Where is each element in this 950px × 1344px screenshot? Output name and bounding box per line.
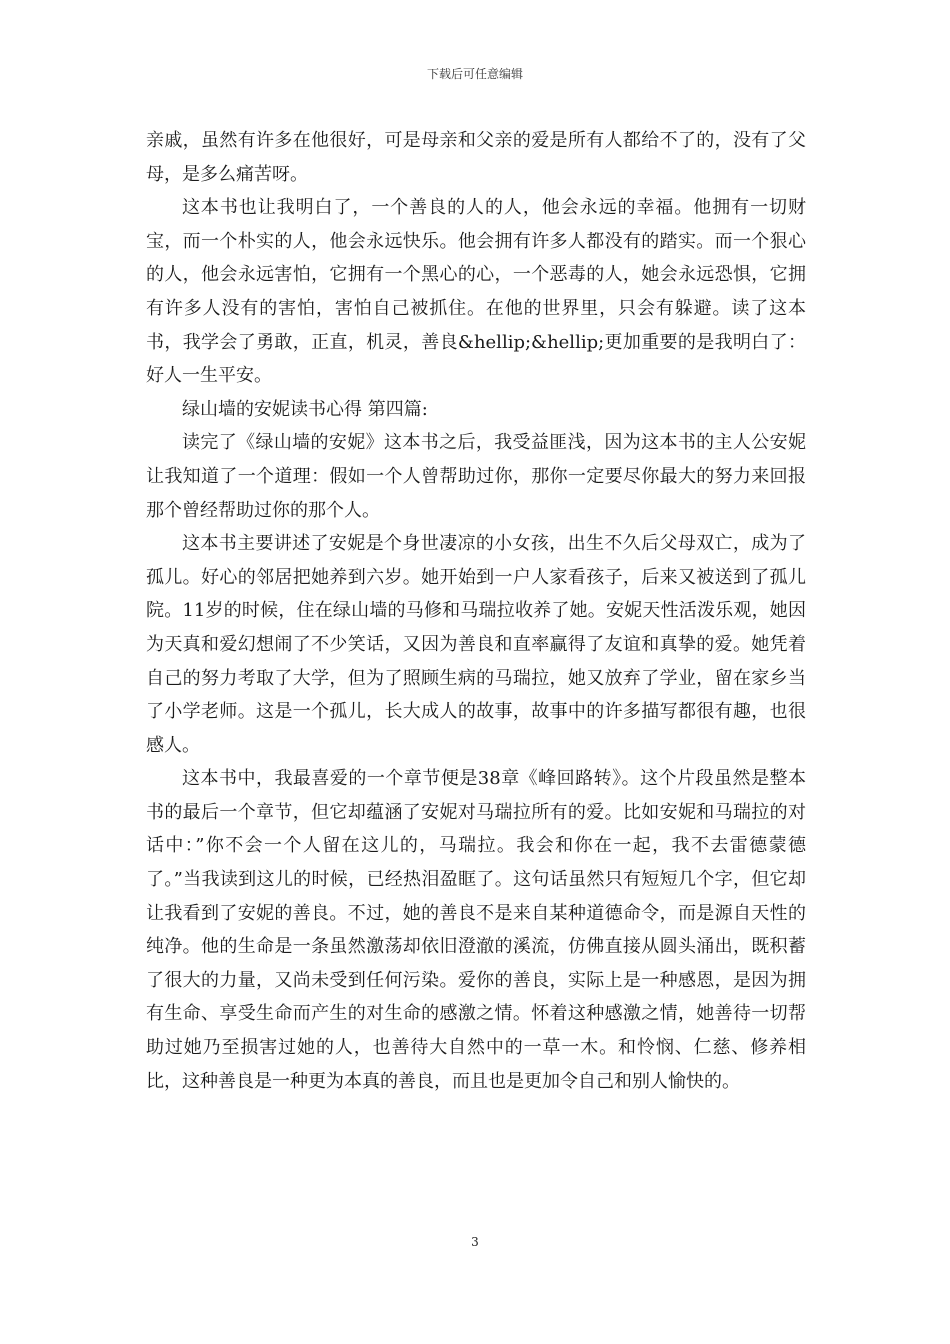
paragraph: 这本书中，我最喜爱的一个章节便是38章《峰回路转》。这个片段虽然是整本书的最后一个章节，但它却蕴涵了安妮对马瑞拉所有的爱。比如安妮和马瑞拉的对话中：”你不会一个人留在这儿的，马瑞拉。我会和你在一起，我不去雷德蒙德了。”当我读到这儿的时候，已经热泪盈眶了。这句话虽然只有短短几个字，但它却让我看到了安妮的善良。不过，她的善良不是来自某种道德命令，而是源自天性的纯净。他的生命是一条虽然激荡却依旧澄澈的溪流，仿佛直接从圆头涌出，既积蓄了很大的力量，又尚未受到任何污染。爱你的善良，实际上是一种感恩，是因为拥有生命、享受生命而产生的对生命的感激之情。怀着这种感激之情，她善待一切帮助过她乃至损害过她的人，也善待大自然中的一草一木。和怜悯、仁慈、修养相比，这种善良是一种更为本真的善良，而且也是更加令自己和别人愉快的。 bbox=[146, 768, 806, 1092]
section-heading: 绿山墙的安妮读书心得 第四篇: bbox=[182, 398, 428, 420]
paragraph-continuation: 亲戚，虽然有许多在他很好，可是母亲和父亲的爱是所有人都给不了的，没有了父母，是多么痛苦呀。 bbox=[146, 130, 806, 185]
paragraph: 这本书也让我明白了，一个善良的人的人，他会永远的幸福。他拥有一切财宝，而一个朴实的人，他会永远快乐。他会拥有许多人都没有的踏实。而一个狠心的人，他会永远害怕，它拥有一个黑心的心，一个恶毒的人，她会永远恐惧，它拥有许多人没有的害怕，害怕自己被抓住。在他的世界里，只会有躲避。读了这本书，我学会了勇敢，正直，机灵，善良&hellip;&hellip;更加重要的是我明白了：好人一生平安。 bbox=[146, 197, 806, 387]
page-number: 3 bbox=[471, 1235, 479, 1249]
paragraph: 这本书主要讲述了安妮是个身世凄凉的小女孩，出生不久后父母双亡，成为了孤儿。好心的邻居把她养到六岁。她开始到一户人家看孩子，后来又被送到了孤儿院。11岁的时候，住在绿山墙的马修和马瑞拉收养了她。安妮天性活泼乐观，她因为天真和爱幻想闹了不少笑话，又因为善良和直率赢得了友谊和真挚的爱。她凭着自己的努力考取了大学，但为了照顾生病的马瑞拉，她又放弃了学业，留在家乡当了小学老师。这是一个孤儿，长大成人的故事，故事中的许多描写都很有趣，也很感人。 bbox=[146, 533, 806, 756]
paragraph: 读完了《绿山墙的安妮》这本书之后，我受益匪浅，因为这本书的主人公安妮让我知道了一个道理：假如一个人曾帮助过你，那你一定要尽你最大的努力来回报那个曾经帮助过你的那个人。 bbox=[146, 432, 806, 521]
document-body bbox=[146, 124, 806, 1098]
page-header: 下载后可任意编辑 bbox=[426, 67, 523, 81]
